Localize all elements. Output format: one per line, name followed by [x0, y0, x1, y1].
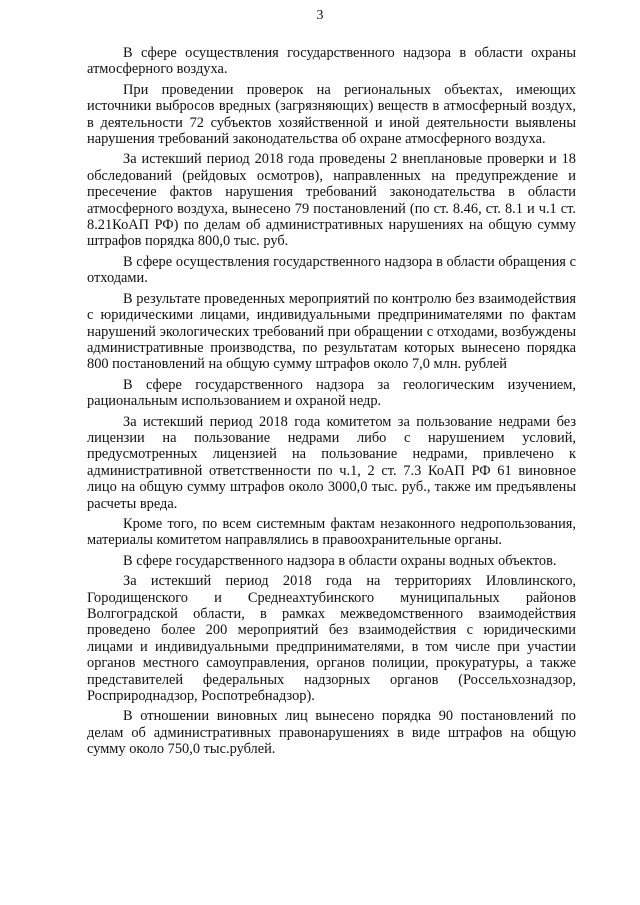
paragraph-air-results: За истекший период 2018 года проведены 2 внеплановые проверки и 18 обследований (рейдовых осмотров), направленных на предупреждение и пресечение фактов нарушения требований законодательства в области атмосферного воздуха, вынесено 79 постановлений (по ст. 8.46, ст. 8.1 и ч.1 ст. 8.21КоАП РФ) по делам об административных нарушениях на общую сумму штрафов порядка 800,0 тыс. руб.	[87, 151, 576, 250]
paragraph-subsoil-supervision-heading: В сфере государственного надзора за геологическим изучением, рациональным использованием и охраной недр.	[87, 376, 576, 410]
paragraph-water-penalties: В отношении виновных лиц вынесено порядка 90 постановлений по делам об административных правонарушениях в виде штрафов на общую сумму около 750,0 тыс.рублей.	[87, 708, 576, 758]
paragraph-subsoil-results: За истекший период 2018 года комитетом за пользование недрами без лицензии на пользование недрами либо с нарушением условий, предусмотренных лицензией на пользование недрами, привлечено к административной ответственности по ч.1, 2 ст. 7.3 КоАП РФ 61 виновное лицо на общую сумму штрафов около 3000,0 тыс. руб., также им предъявлены расчеты вреда.	[87, 413, 576, 512]
paragraph-water-activities: За истекший период 2018 года на территориях Иловлинского, Городищенского и Среднеахтубинского муниципальных районов Волгоградской области, в рамках межведомственного взаимодействия проведено более 200 мероприятий без взаимодействия с юридическими лицами и индивидуальными предпринимателями, в том числе при участии органов местного самоуправления, органов полиции, прокуратуры, а также представителей федеральных надзорных органов (Россельхознадзор, Росприроднадзор, Роспотребнадзор).	[87, 573, 576, 705]
document-body	[87, 45, 576, 762]
paragraph-waste-results: В результате проведенных мероприятий по контролю без взаимодействия с юридическими лицами, индивидуальными предпринимателями по фактам нарушений экологических требований при обращении с отходами, возбуждены административные производства, по результатам которых вынесено порядка 800 постановлений на общую сумму штрафов около 7,0 млн. рублей	[87, 290, 576, 373]
paragraph-air-inspections: При проведении проверок на региональных объектах, имеющих источники выбросов вредных (загрязняющих) веществ в атмосферный воздух, в деятельности 72 субъектов хозяйственной и иной деятельности выявлены нарушения требований законодательства об охране атмосферного воздуха.	[87, 81, 576, 148]
page-number: 3	[316, 8, 324, 23]
paragraph-air-supervision-heading: В сфере осуществления государственного надзора в области охраны атмосферного воздуха.	[87, 45, 576, 78]
paragraph-water-supervision-heading: В сфере государственного надзора в области охраны водных объектов.	[123, 552, 557, 569]
paragraph-waste-supervision-heading: В сфере осуществления государственного надзора в области обращения с отходами.	[87, 253, 576, 287]
paragraph-subsoil-law-enforcement: Кроме того, по всем системным фактам незаконного недропользования, материалы комитетом направлялись в правоохранительные органы.	[87, 515, 576, 549]
